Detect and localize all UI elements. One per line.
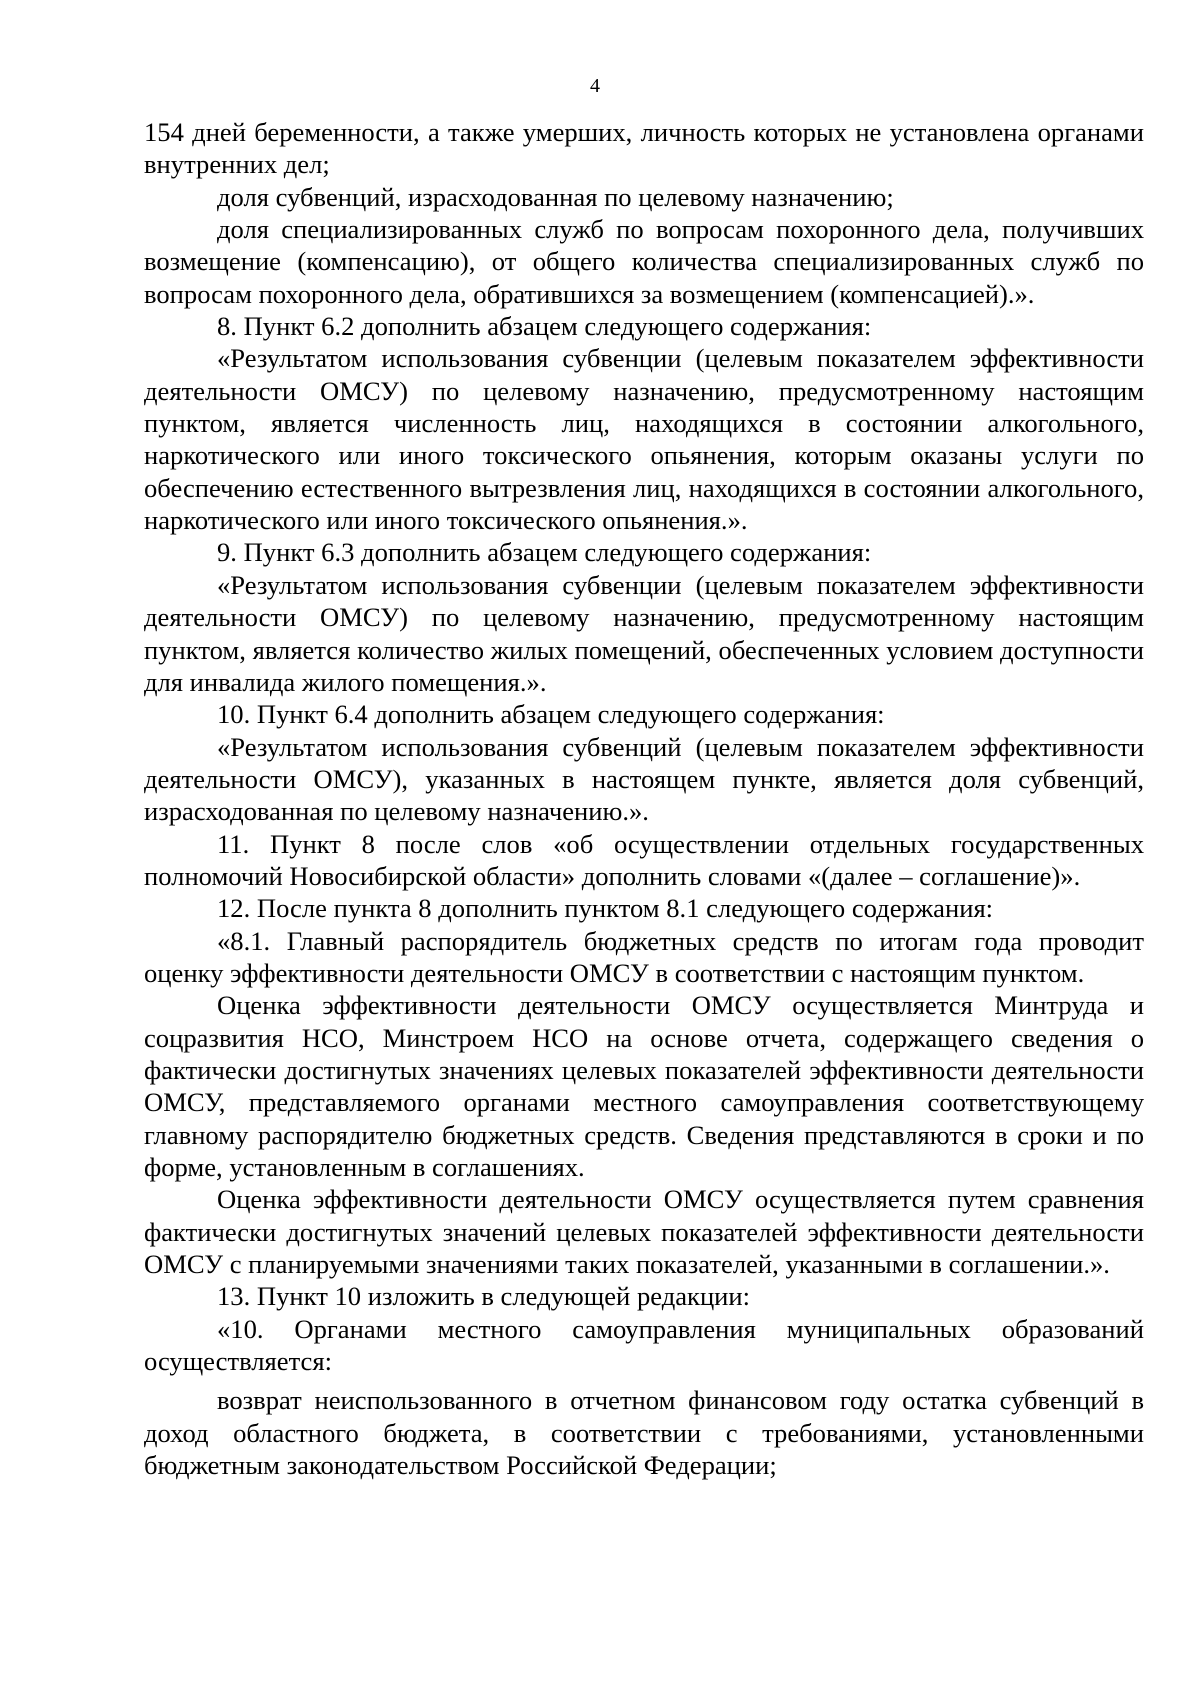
paragraph: 8. Пункт 6.2 дополнить абзацем следующего содержания:: [217, 311, 872, 342]
paragraph: «Результатом использования субвенции (целевым показателем эффективности деятельности ОМСУ) по целевому назначению, предусмотренному настоящим пунктом, является численность лиц, находящихся в состоянии алкогольного, наркотического или иного токсического опьянения, которым оказаны услуги по обеспечению естественного вытрезвления лиц, находящихся в состоянии алкогольного, наркотического или иного токсического опьянения.».: [144, 343, 1144, 536]
paragraph: «10. Органами местного самоуправления муниципальных образований осуществляется:: [144, 1313, 1144, 1377]
paragraph: возврат неиспользованного в отчетном финансовом году остатка субвенций в доход областного бюджета, в соответствии с требованиями, установленными бюджетным законодательством Российской Федерации;: [144, 1385, 1144, 1481]
paragraph: 9. Пункт 6.3 дополнить абзацем следующего содержания:: [217, 537, 872, 568]
paragraph: доля специализированных служб по вопросам похоронного дела, получивших возмещение (компенсацию), от общего количества специализированных служб по вопросам похоронного дела, обратившихся за возмещением (компенсацией).».: [144, 214, 1144, 309]
page-number: 4: [590, 75, 600, 97]
paragraph: 13. Пункт 10 изложить в следующей редакции:: [217, 1281, 751, 1312]
paragraph: доля субвенций, израсходованная по целевому назначению;: [217, 181, 894, 212]
paragraph: 12. После пункта 8 дополнить пунктом 8.1 следующего содержания:: [217, 893, 994, 924]
paragraph: «Результатом использования субвенций (целевым показателем эффективности деятельности ОМСУ), указанных в настоящем пункте, является доля субвенций, израсходованная по целевому назначению.».: [144, 731, 1144, 827]
paragraph: «8.1. Главный распорядитель бюджетных средств по итогам года проводит оценку эффективности деятельности ОМСУ в соответствии с настоящим пунктом.: [144, 925, 1144, 988]
paragraph: 11. Пункт 8 после слов «об осуществлении отдельных государственных полномочий Новосибирской области» дополнить словами «(далее – соглашение)».: [144, 828, 1144, 891]
paragraph: «Результатом использования субвенции (целевым показателем эффективности деятельности ОМСУ) по целевому назначению, предусмотренному настоящим пунктом, является количество жилых помещений, обеспеченных условием доступности для инвалида жилого помещения.».: [144, 569, 1144, 697]
paragraph: Оценка эффективности деятельности ОМСУ осуществляется путем сравнения фактически достигнутых значений целевых показателей эффективности деятельности ОМСУ с планируемыми значениями таких показателей, указанными в соглашении.».: [144, 1184, 1144, 1280]
document-body: [144, 116, 1144, 1481]
paragraph: 154 дней беременности, а также умерших, личность которых не установлена органами внутренних дел;: [144, 117, 1144, 180]
paragraph: Оценка эффективности деятельности ОМСУ осуществляется Минтруда и соцразвития НСО, Минстроем НСО на основе отчета, содержащего сведения о фактически достигнутых значениях целевых показателей эффективности деятельности ОМСУ, представляемого органами местного самоуправления соответствующему главному распорядителю бюджетных средств. Сведения представляются в сроки и по форме, установленным в соглашениях.: [144, 990, 1144, 1182]
paragraph: 10. Пункт 6.4 дополнить абзацем следующего содержания:: [217, 699, 885, 730]
